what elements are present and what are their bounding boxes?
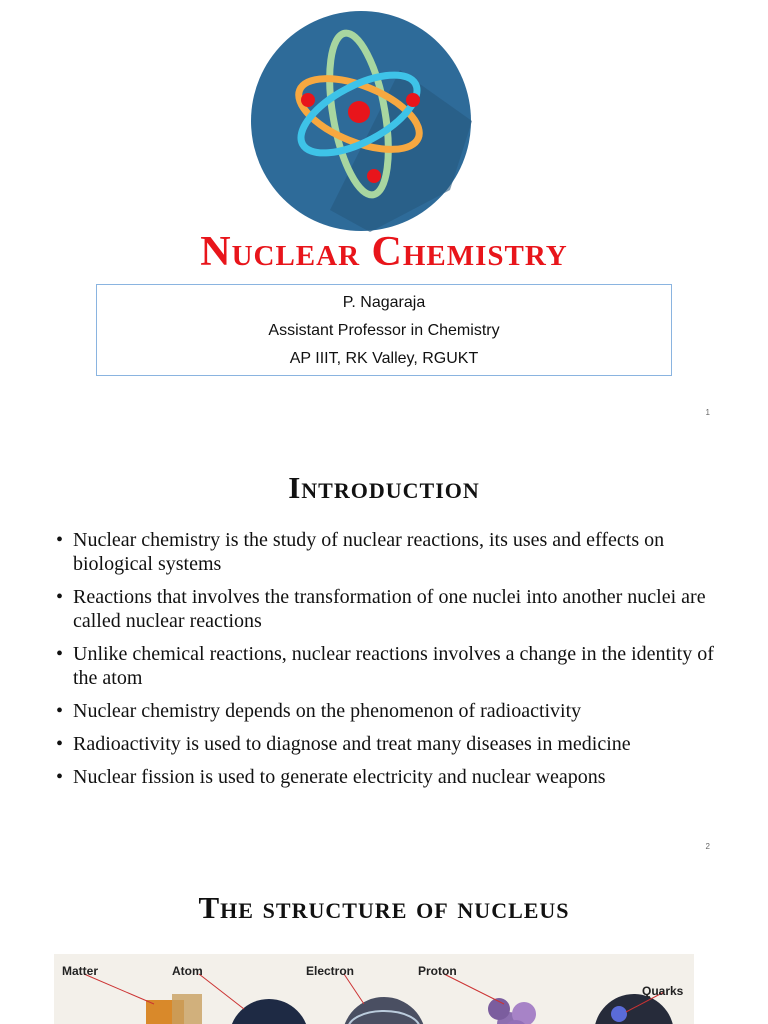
label-proton: Proton [418, 964, 457, 978]
label-quarks: Quarks [642, 984, 684, 998]
bullet-item: • Reactions that involves the transformation of one nuclei into another nuclei are called nuclear reactions [56, 585, 716, 633]
slide-heading: The structure of nucleus [198, 890, 570, 925]
bullet-item: • Unlike chemical reactions, nuclear reactions involves a change in the identity of the atom [56, 642, 716, 690]
label-atom: Atom [172, 964, 203, 978]
introduction-slide [0, 430, 768, 864]
label-electron: Electron [306, 964, 355, 978]
structure-figure [54, 954, 694, 1024]
title-slide [0, 0, 768, 430]
slide-heading: Introduction [288, 470, 480, 505]
author-name: P. Nagaraja [342, 294, 426, 311]
author-institution: AP IIIT, RK Valley, RGUKT [289, 350, 479, 367]
bullet-item: • Nuclear chemistry is the study of nuclear reactions, its uses and effects on biological systems [56, 528, 716, 576]
page-number: 1 [705, 408, 710, 417]
matter-to-quarks-diagram-icon [54, 954, 694, 1024]
slide-title: Nuclear Chemistry [200, 229, 568, 275]
structure-slide [0, 864, 768, 1024]
bullet-item: • Radioactivity is used to diagnose and treat many diseases in medicine [56, 732, 716, 756]
page-number: 2 [705, 842, 710, 851]
atom-logo-icon [250, 10, 472, 232]
bullet-item: • Nuclear fission is used to generate electricity and nuclear weapons [56, 765, 716, 789]
author-box [96, 284, 672, 376]
author-position: Assistant Professor in Chemistry [268, 322, 500, 339]
bullet-list [56, 528, 716, 798]
label-matter: Matter [62, 964, 99, 978]
bullet-item: • Nuclear chemistry depends on the phenomenon of radioactivity [56, 699, 716, 723]
